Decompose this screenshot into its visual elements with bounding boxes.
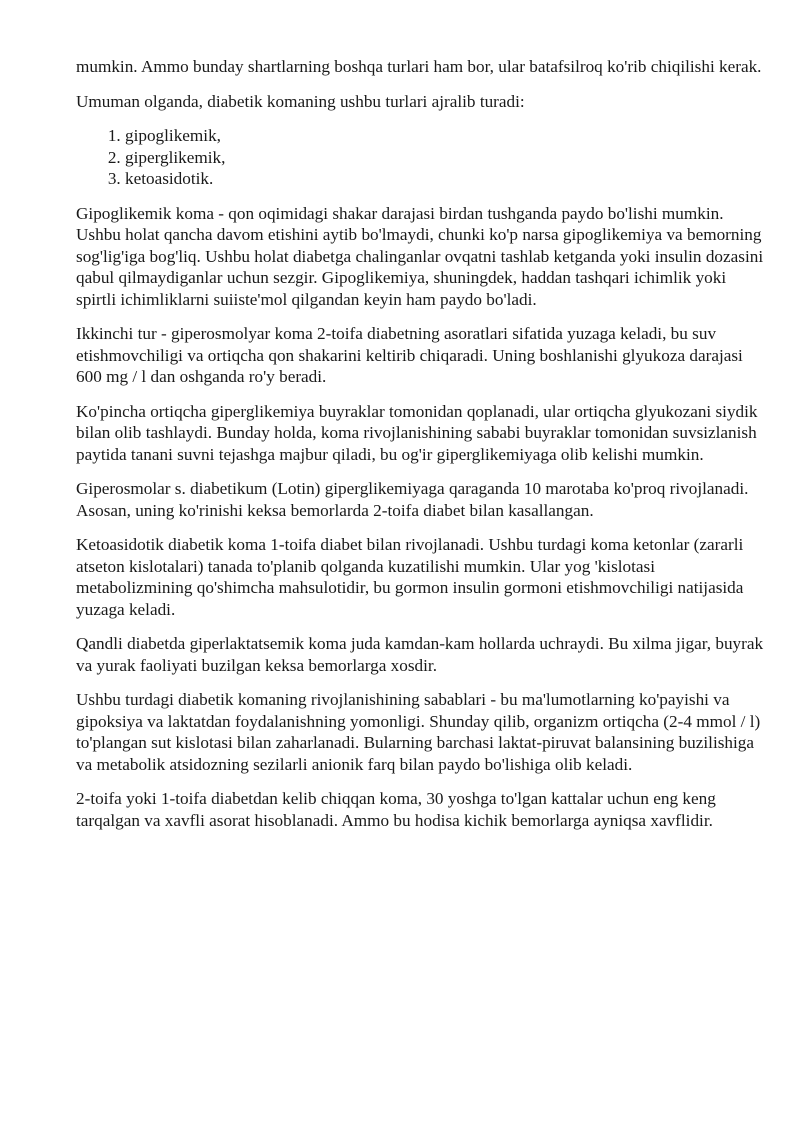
paragraph-hyperosmolar-coma: Ikkinchi tur - giperosmolyar koma 2-toifa diabetning asoratlari sifatida yuzaga keladi, bu suv etishmovchiligi va ortiqcha qon shakarini keltirib chiqaradi. Uning boshlanishi glyukoza darajasi 600 mg / l dan oshganda ro'y beradi. [76, 324, 743, 386]
paragraph-intro-continuation: mumkin. Ammo bunday shartlarning boshqa turlari ham bor, ular batafsilroq ko'rib chiqilishi kerak. [76, 57, 762, 76]
document-page [76, 56, 766, 844]
paragraph-coma-types-lead: Umuman olganda, diabetik komaning ushbu turlari ajralib turadi: [76, 91, 525, 111]
list-item-ketoacidotic: 3. ketoasidotik. [125, 168, 766, 190]
paragraph-kidney-compensation: Ko'pincha ortiqcha giperglikemiya buyraklar tomonidan qoplanadi, ular ortiqcha glyukozani siydik bilan olib tashlaydi. Bunday holda, koma rivojlanishining sababi buyraklar tomonidan suvsizlanish paytida tanani suvni tejashga majbur qiladi, bu og'ir giperglikemiyaga olib kelishi mumkin. [76, 401, 758, 464]
paragraph-ketoacidotic-coma: Ketoasidotik diabetik koma 1-toifa diabet bilan rivojlanadi. Ushbu turdagi koma ketonlar (zararli atseton kislotalari) tanada to'planib qolganda kuzatilishi mumkin. Ular yog 'kislotasi metabolizmining qo'shimcha mahsulotidir, bu gormon insulin gormoni etishmovchiligi natijasida yuzaga keladi. [76, 535, 744, 619]
paragraph-conclusion: 2-toifa yoki 1-toifa diabetdan kelib chiqqan koma, 30 yoshga to'lgan kattalar uchun eng keng tarqalgan va xavfli asorat hisoblanadi. Ammo bu hodisa kichik bemorlarga ayniqsa xavflidir. [76, 789, 716, 830]
paragraph-hyperosmolar-latin: Giperosmolar s. diabetikum (Lotin) giperglikemiyaga qaraganda 10 marotaba ko'proq rivojlanadi. Asosan, uning ko'rinishi keksa bemorlarda 2-toifa diabet bilan kasallangan. [76, 479, 749, 520]
paragraph-lactate-causes: Ushbu turdagi diabetik komaning rivojlanishining sabablari - bu ma'lumotlarning ko'payishi va gipoksiya va laktatdan foydalanishning yomonligi. Shunday qilib, organizm ortiqcha (2-4 mmol / l) to'plangan sut kislotasi bilan zaharlanadi. Bularning barchasi laktat-piruvat balansining buzilishiga va metabolik atsidozning sezilarli anionik farq bilan paydo bo'lishiga olib keladi. [76, 690, 761, 774]
paragraph-hyperlactatemic-coma: Qandli diabetda giperlaktatsemik koma juda kamdan-kam hollarda uchraydi. Bu xilma jigar, buyrak va yurak faoliyati buzilgan keksa bemorlarga xosdir. [76, 634, 764, 675]
list-item-hypoglycemic: 1. gipoglikemik, [125, 125, 766, 147]
coma-types-list [76, 125, 766, 190]
list-item-hyperglycemic: 2. giperglikemik, [125, 147, 766, 169]
paragraph-hypoglycemic-coma: Gipoglikemik koma - qon oqimidagi shakar darajasi birdan tushganda paydo bo'lishi mumkin. Ushbu holat qancha davom etishini aytib bo'lmaydi, chunki ko'p narsa gipoglikemiya va bemorning sog'lig'iga bog'liq. Ushbu holat diabetga chalinganlar ovqatni tashlab ketganda yoki insulin dozasini qabul qilmaydiganlar uchun sezgir. Gipoglikemiya, shuningdek, haddan tashqari ichimlik yoki spirtli ichimliklarni suiiste'mol qilgandan keyin ham paydo bo'ladi. [76, 203, 764, 309]
